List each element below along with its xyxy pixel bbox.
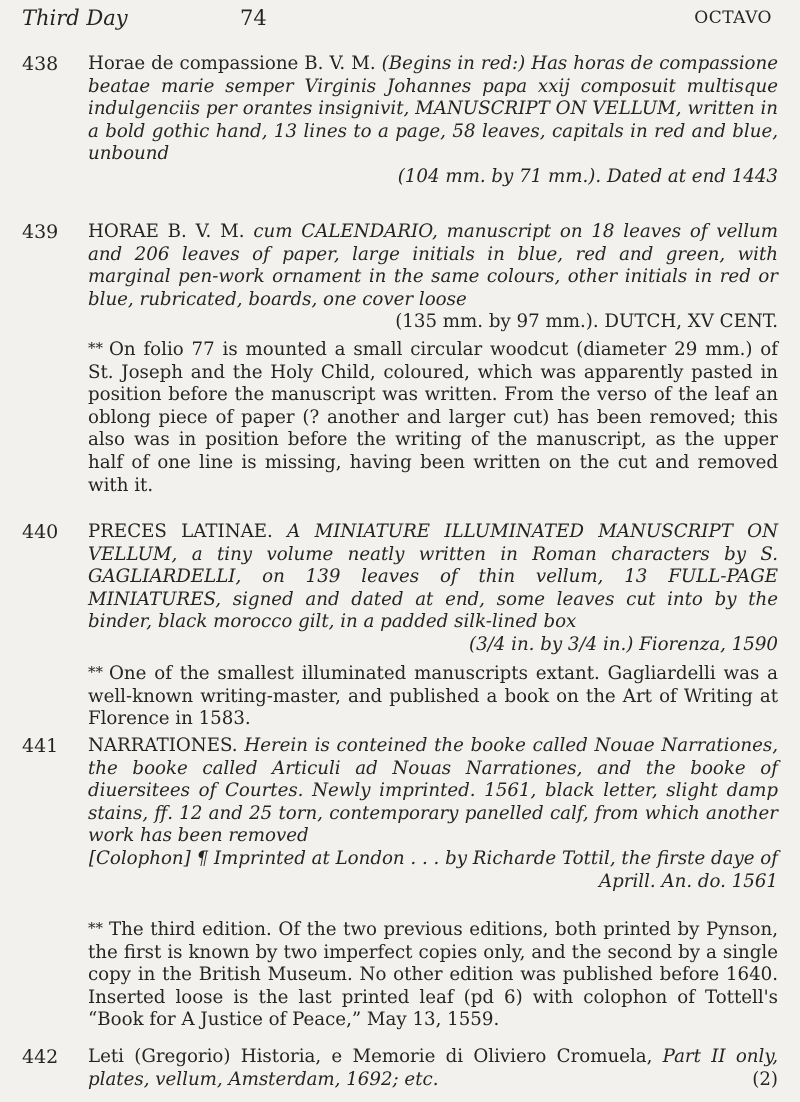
header-day: Third Day [22,6,128,30]
lot-note: ** One of the smallest illuminated manuscripts extant. Gagliardelli was a well-known writing-master, and published a book on the Art of Writing at Florence in 1583. [88,663,778,730]
header-format: OCTAVO [694,8,772,28]
note-marker: ** [88,339,103,357]
running-header [22,6,772,36]
page-number: 74 [240,6,267,30]
lot-tail: (104 mm. by 71 mm.). Dated at end 1443 [397,165,778,187]
lot-number: 441 [22,735,59,757]
lot-title: Leti (Gregorio) Historia, e Memorie di Oliviero Cromuela, [88,1046,653,1067]
lot-text: Part II only, plates, vellum, Amsterdam, 1692; etc. [88,1046,778,1090]
lot-title: Horae de compassione B. V. M. [88,53,376,74]
lot-title: NARRATIONES. [88,735,238,756]
lot-text: A MINIATURE ILLUMINATED MANUSCRIPT ON VELLUM, a tiny volume neatly written in Roman characters by S. GAGLIARDELLI, on 139 leaves of thin vellum, 13 FULL-PAGE MINIATURES, signed and dated at end, some leaves cut into by the binder, black morocco gilt, in a padded silk-lined box [88,521,779,633]
lot-note: ** On folio 77 is mounted a small circular woodcut (diameter 29 mm.) of St. Joseph and the Holy Child, coloured, which was apparently pasted in position before the manuscript was written. From the verso of the leaf an oblong piece of paper (? another and larger cut) has been removed; this also was in position before the writing of the manuscript, as the upper half of one line is missing, having been written on the cut and removed with it. [88,339,778,496]
lot-description [88,521,778,657]
lot-tail: [Colophon] ¶ Imprinted at London . . . by Richarde Tottil, the firste daye of Aprill. An. do. 1561 [88,847,778,892]
lot-number: 440 [22,521,59,543]
lot-title: PRECES LATINAE. [88,521,273,542]
lot-text: Herein is conteined the booke called Nouae Narrationes, the booke called Articuli ad Nouas Narrationes, and the booke of diuersitees of Courtes. Newly imprinted. 1561, black letter, slight damp stains, ff. 12 and 25 torn, contemporary panelled calf, from which another work has been removed [88,735,778,847]
lot-description [88,735,778,893]
lot-title: HORAE B. V. M. [88,221,245,242]
lot-number: 442 [22,1046,59,1068]
lot-note: ** The third edition. Of the two previous editions, both printed by Pynson, the first is known by two imperfect copies only, and the second by a single copy in the British Museum. No other edition was published before 1640. Inserted loose is the last printed leaf (pd 6) with colophon of Tottell's “Book for A Justice of Peace,” May 13, 1559. [88,919,778,1031]
lot-description [88,53,778,189]
lot-tail: (3/4 in. by 3/4 in.) Fiorenza, 1590 [468,633,778,655]
note-marker: ** [88,919,103,937]
lot-tail: (2) [752,1068,778,1090]
lot-tail: (135 mm. by 97 mm.). DUTCH, XV CENT. [395,311,778,333]
lot-description [88,1046,778,1091]
note-marker: ** [88,663,103,681]
lot-text: (Begins in red:) Has horas de compassione beatae marie semper Virginis Johannes papa xxij composuit multisque indulgenciis per orantes insignivit, MANUSCRIPT ON VELLUM, written in a bold gothic hand, 13 lines to a page, 58 leaves, capitals in red and blue, unbound [88,53,778,165]
lot-text: cum CALENDARIO, manuscript on 18 leaves of vellum and 206 leaves of paper, large initials in blue, red and green, with marginal pen-work ornament in the same colours, other initials in red or blue, rubricated, boards, one cover loose [88,221,778,310]
lot-description [88,221,778,334]
lot-number: 439 [22,221,59,243]
lot-number: 438 [22,53,59,75]
